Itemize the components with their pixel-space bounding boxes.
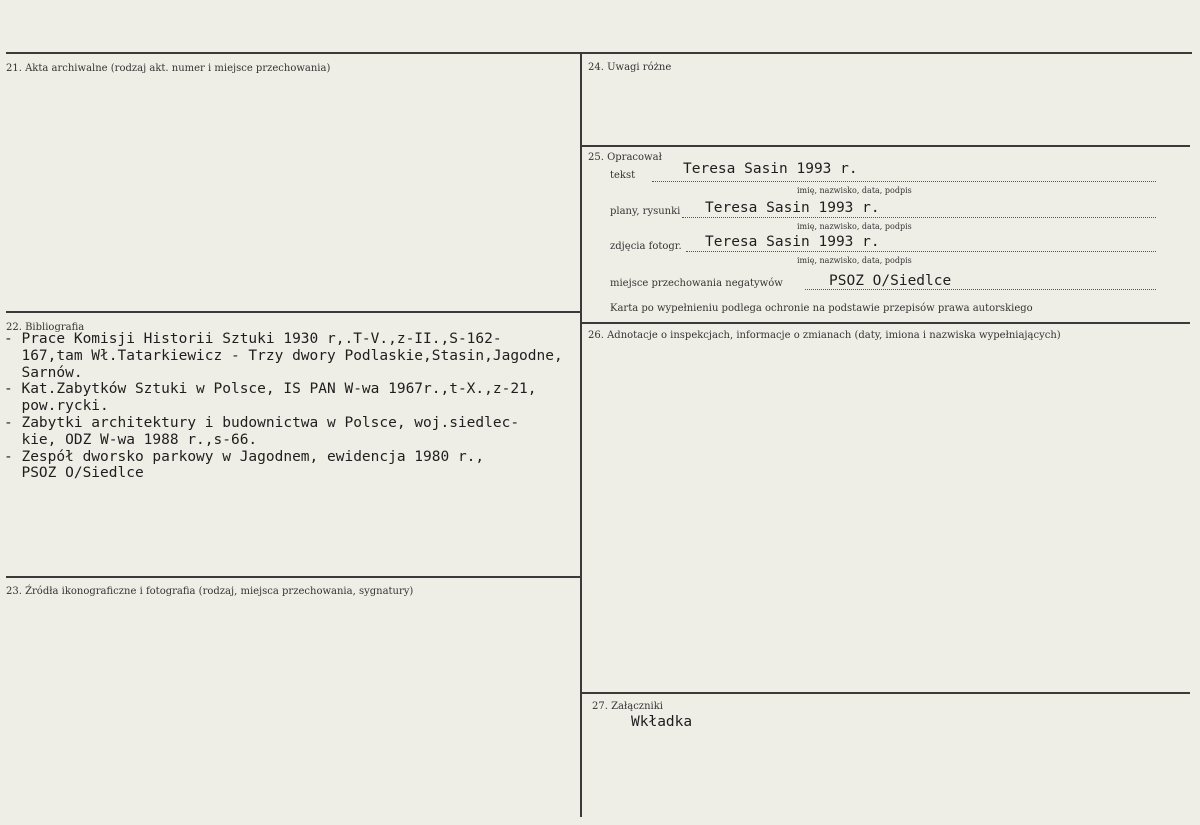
zdjecia-dotted-line [686,251,1156,252]
section-23-label: 23. Źródła ikonograficzne i fotografia (rodzaj, miejsca przechowania, sygnatury) [6,586,414,597]
attachment-value: Wkładka [631,714,693,730]
zdjecia-value: Teresa Sasin 1993 r. [705,234,880,250]
bibliography-line: - Prace Komisji Historii Sztuki 1930 r,.T-V.,z-II.,S-162- [4,331,502,347]
negatywy-dotted-line [805,289,1156,290]
copyright-note: Karta po wypełnieniu podlega ochronie na podstawie przepisów prawa autorskiego [610,303,1033,314]
negatywy-value: PSOZ O/Siedlce [829,273,952,289]
section-21-label: 21. Akta archiwalne (rodzaj akt. numer i miejsce przechowania) [6,63,331,74]
plany-caption: imię, nazwisko, data, podpis [797,222,912,231]
zdjecia-caption: imię, nazwisko, data, podpis [797,256,912,265]
bibliography-line: - Kat.Zabytków Sztuki w Polsce, IS PAN W-wa 1967r.,t-X.,z-21, [4,381,537,398]
tekst-value: Teresa Sasin 1993 r. [683,161,858,177]
section-22-label: 22. Bibliografia [6,322,85,333]
plany-label: plany, rysunki [610,206,681,217]
plany-dotted-line [682,217,1156,218]
bibliography-line: kie, ODZ W-wa 1988 r.,s-66. [4,431,258,448]
bibliography-line: pow.rycki. [4,398,109,415]
tekst-dotted-line [652,181,1156,182]
divider-26-27 [582,692,1190,694]
plany-value: Teresa Sasin 1993 r. [705,200,880,216]
divider-24-25 [582,145,1190,147]
bibliography-list [4,331,563,482]
zdjecia-label: zdjęcia fotogr. [610,241,682,252]
bibliography-line: Sarnów. [4,364,83,381]
bibliography-line: - Zabytki architektury i budownictwa w Polsce, woj.siedlec- [4,414,520,431]
section-26-label: 26. Adnotacje o inspekcjach, informacje o zmianach (daty, imiona i nazwiska wypełniających) [588,330,1061,341]
negatywy-label: miejsce przechowania negatywów [610,278,783,289]
divider-22-23 [6,576,580,578]
section-24-label: 24. Uwagi różne [588,62,672,73]
divider-25-26 [582,322,1190,324]
divider-21-22 [6,311,580,313]
section-27-label: 27. Załączniki [592,701,663,712]
section-25-label: 25. Opracował [588,152,662,163]
bibliography-line: 167,tam Wł.Tatarkiewicz - Trzy dwory Podlaskie,Stasin,Jagodne, [4,347,563,364]
top-border-line [6,52,1192,54]
bibliography-line: PSOZ O/Siedlce [4,465,144,482]
tekst-label: tekst [610,170,636,181]
tekst-caption: imię, nazwisko, data, podpis [797,186,912,195]
center-divider-line [580,52,582,817]
bibliography-line: - Zespół dworsko parkowy w Jagodnem, ewidencja 1980 r., [4,448,485,465]
